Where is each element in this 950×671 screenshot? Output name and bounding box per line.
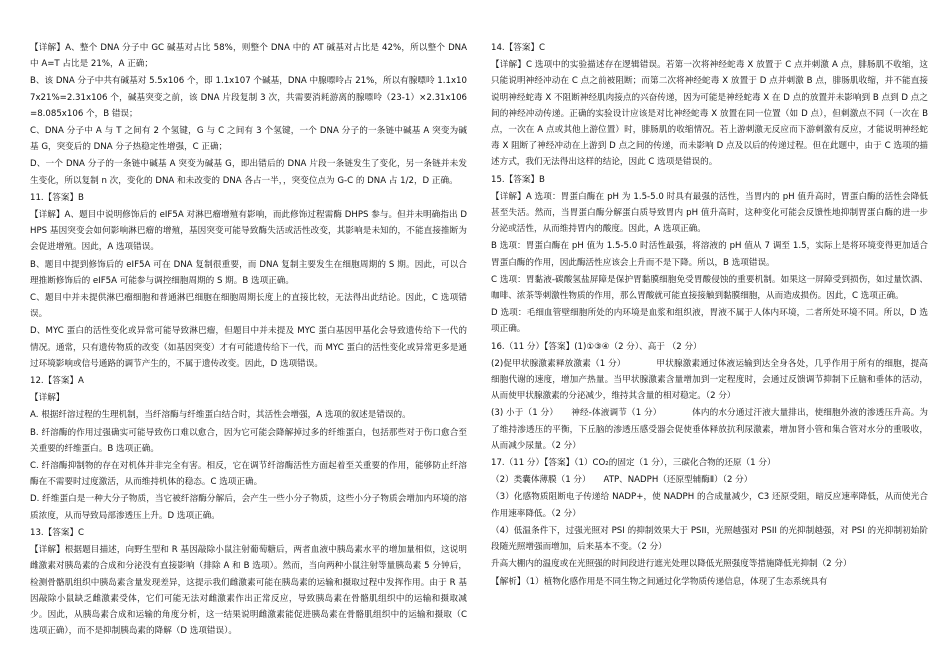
answer-heading: 13.【答案】C [30, 527, 85, 538]
paragraph: C、DNA 分子中 A 与 T 之间有 2 个氢键，G 与 C 之间有 3 个氢键，一个 DNA 分子的一条链中碱基 A 突变为碱基 G，突变后的 DNA 分子热稳定性增强，C 正确； [30, 126, 467, 153]
answer-heading: 15.【答案】B [491, 174, 545, 185]
paragraph: B 选项：胃蛋白酶在 pH 值为 1.5-5.0 时活性最强，将溶液的 pH 值从 7 调至 1.5，实际上是将环境变得更加适合胃蛋白酶的作用，因此酶活性应该会上升而不是下降。所以，B 选项错误。 [491, 241, 928, 268]
paragraph: B、该 DNA 分子中共有碱基对 5.5x106 个，即 1.1x107 个碱基，DNA 中腺嘌呤占 21%，所以有腺嘌呤 1.1x107x21%=2.31x106 个，碱基突变之前，该 DNA 片段复制 3 次，共需要消耗游离的腺嘌呤（23-1）×2.31x106=8.085x106 个，B 错误； [30, 76, 467, 119]
paragraph: （3）化感物质阻断电子传递给 NADP+，使 NADPH 的合成量减少，C3 还原受阻，暗反应速率降低，从而使光合作用速率降低。（2 分） [491, 492, 928, 519]
explanation-heading: 【详解】 [30, 393, 65, 404]
left-column [30, 40, 467, 671]
answer-heading: 17.（11 分）【答案】（1）CO₂的固定（1 分），三碳化合物的还原（1 分） [491, 458, 776, 469]
paragraph: B、题目中提到修饰后的 eIF5A 可在 DNA 复制很重要，而 DNA 复制主要发生在细胞周期的 S 期。因此，可以合理推断修饰后的 eIF5A 可能参与调控细胞周期的 S 期。B 选项正确。 [30, 259, 467, 286]
paragraph: (2)促甲状腺激素释放激素（1 分） 甲状腺激素通过体液运输到达全身各处，几乎作用于所有的细胞，提高细胞代谢的速度，增加产热量。当甲状腺激素含量增加到一定程度时，会通过反馈调节抑制下丘脑和垂体的活动，从而使甲状腺激素的分泌减少，维持其含量的相对稳定。（2 分） [491, 358, 928, 402]
answer-heading: 16.（11 分）【答案】(1)①③④（2 分）、高于 （2 分） [491, 341, 702, 352]
paragraph: 升高大棚内的温度或在光照强的时间段进行遮光处理以降低光照强度等措施降低光抑制（2 分） [491, 559, 852, 570]
paragraph: B. 纤溶酶的作用过强确实可能导致伤口难以愈合，因为它可能会降解掉过多的纤维蛋白，包括那些对于伤口愈合至关重要的纤维蛋白。B 选项正确。 [30, 427, 467, 454]
paragraph: 【详解】根据题目描述，向野生型和 R 基因敲除小鼠注射葡萄糖后，两者血液中胰岛素水平的增加量相似，这说明雌激素对胰岛素的合成和分泌没有直接影响（排除 A 和 B 选项）。然而，当向两种小鼠注射等量胰岛素 5 分钟后，检测骨骼肌组织中胰岛素含量发现差异，这提示我们雌激素可能在胰岛素的运输和摄取过程中发挥作用。由于 R 基因敲除小鼠缺乏雌激素受体，它们可能无法对雌激素作出正常反应，导致胰岛素在骨骼肌组织中的运输和摄取减少。因此，从胰岛素合成和运输的角度分析，这一结果说明雌激素能促进胰岛素在骨骼肌组织中的运输和摄取（C 选项正确），而不是抑制胰岛素的降解（D 选项错误）。 [30, 545, 467, 637]
paragraph: D、MYC 蛋白的活性变化或异常可能导致淋巴瘤，但题目中并未提及 MYC 蛋白基因甲基化会导致遗传给下一代的情况。通常，只有遗传物质的改变（如基因突变）才有可能遗传给下一代，而 MYC 蛋白的活性变化或异常更多是通过环境影响或信号通路的调节产生的，不属于遗传改变。因此，D 选项错误。 [30, 326, 467, 369]
paragraph: D、一个 DNA 分子的一条链中碱基 A 突变为碱基 G，即出错后的 DNA 片段一条链发生了变化，另一条链并未发生变化，所以复制 n 次，变化的 DNA 和未改变的 DNA 各占一半，，突变位点为 G-C 的 DNA 占 1/2，D 正确。 [30, 159, 467, 186]
answer-heading: 11.【答案】B [30, 192, 84, 203]
paragraph: D 选项：毛细血管壁细胞所处的内环境是血浆和组织液，胃液不属于人体内环境，二者所处环境不同。所以，D 选项正确。 [491, 308, 928, 335]
paragraph: 【详解】A、题目中说明修饰后的 eIF5A 对淋巴瘤增殖有影响，而此修饰过程需酶 DHPS 参与。但并未明确指出 DHPS 基因突变会如何影响淋巴瘤的增殖，基因突变可能导致酶失活或活性改变，其影响是未知的，不能直接推断为会促进增殖。因此，A 选项错误。 [30, 210, 467, 253]
paragraph: 【详解】C 选项中的实验描述存在逻辑错误。若第一次将神经蛇毒 X 放置于 C 点并刺激 A 点，腓肠肌不收缩，这只能说明神经冲动在 C 点之前被阻断；而第二次将神经蛇毒 X 放置于 D 点并刺激 B 点，腓肠肌收缩，并不能直接说明神经蛇毒 X 不阻断神经肌肉接点的兴奋传递，因为可能是神经蛇毒 X 在 D 点的放置并未影响到 B 点到 D 点之间的神经冲动传递。正确的实验设计应该是对比神经蛇毒 X 放置在同一位置（如 D 点），但刺激点不同（一次在 B 点，一次在 A 点或其他上游位置）时，腓肠肌的收缩情况。若上游刺激无反应而下游刺激有反应，才能说明神经蛇毒 X 阻断了神经冲动在上游到 D 点之间的传递，而未影响 D 点及以后的传递过程。但在此题中，由于 C 选项的描述方式，我们无法得出这样的结论，因此 C 选项是错误的。 [491, 60, 928, 168]
answer-heading: 14.【答案】C [491, 43, 546, 53]
paragraph: 【详解】A、整个 DNA 分子中 GC 碱基对占比 58%，则整个 DNA 中的 AT 碱基对占比是 42%，所以整个 DNA 中 A=T 占比是 21%，A 正确； [30, 43, 467, 70]
paragraph: C、题目中并未提供淋巴瘤细胞和普通淋巴细胞在细胞周期长度上的直接比较，无法得出此结论。因此，C 选项错误。 [30, 293, 467, 320]
right-column [491, 40, 928, 671]
paragraph: 【详解】A 选项：胃蛋白酶在 pH 为 1.5-5.0 时具有最强的活性，当胃内的 pH 值升高时，胃蛋白酶的活性会降低甚至失活。然而，当胃蛋白酶分解蛋白质导致胃内 pH 值升高时，这种变化可能会反馈性地抑制胃蛋白酶的进一步分泌或活性，从而维持胃内的酸度。因此，A 选项正确。 [491, 191, 928, 235]
answer-heading: 12.【答案】A [30, 376, 84, 387]
paragraph: (3) 小于（1 分） 神经-体液调节（1 分） 体内的水分通过汗液大量排出，使细胞外液的渗透压升高。为了维持渗透压的平衡，下丘脑的渗透压感受器会促使垂体释放抗利尿激素，增加肾小管和集合管对水分的重吸收，从而减少尿量。（2 分） [491, 408, 928, 451]
paragraph: C. 纤溶酶抑制物的存在对机体并非完全有害。相反，它在调节纤溶酶活性方面起着至关重要的作用，能够防止纤溶酶在不需要时过度激活，从而维持机体的稳态。C 选项正确。 [30, 461, 467, 488]
paragraph: 【解析】（1）植物化感作用是不同生物之间通过化学物质传递信息，体现了生态系统具有 [491, 576, 828, 587]
paragraph: （2）类囊体薄膜（1 分） ATP、NADPH（还原型辅酶Ⅱ）（2 分） [491, 475, 753, 486]
paragraph: （4）低温条件下，过强光照对 PSI 的抑制效果大于 PSII，光照越强对 PSII 的光抑制越强，对 PSI 的光抑制初始阶段随光照增强而增加，后来基本不变。（2 分） [491, 525, 928, 553]
paragraph: A. 根据纤溶过程的生理机制，当纤溶酶与纤维蛋白结合时，其活性会增强，A 选项的叙述是错误的。 [30, 410, 411, 421]
paragraph: C 选项：胃黏液-碳酸氢盐屏障是保护胃黏膜细胞免受胃酸侵蚀的重要机制。如果这一屏障受到损伤，如过量饮酒、咖啡、浓茶等刺激性物质的作用，那么胃酸就可能直接接触到黏膜细胞，从而造成损伤。因此，C 选项正确。 [491, 274, 928, 302]
paragraph: D. 纤维蛋白是一种大分子物质，当它被纤溶酶分解后，会产生一些小分子物质，这些小分子物质会增加内环境的溶质浓度，从而导致局部渗透压上升。D 选项正确。 [30, 494, 467, 521]
